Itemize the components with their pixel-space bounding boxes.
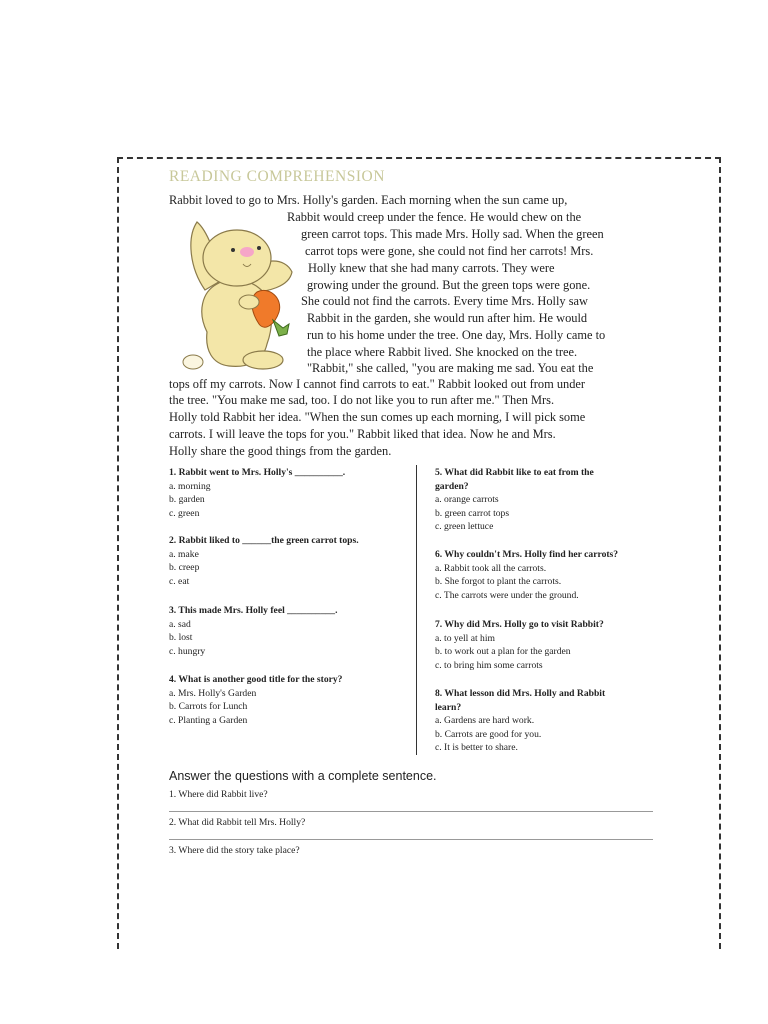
story-line: Holly share the good things from the garden. <box>169 444 392 458</box>
story-line: run to his home under the tree. One day, Mrs. Holly came to <box>307 328 606 342</box>
story-line: "Rabbit," she called, "you are making me sad. You eat the <box>307 361 594 375</box>
worksheet <box>117 157 721 949</box>
answer-line[interactable] <box>169 839 653 840</box>
open-question-2: 2. What did Rabbit tell Mrs. Holly? <box>169 817 306 828</box>
story-line: Holly told Rabbit her idea. "When the sun comes up each morning, I will pick some <box>169 410 586 424</box>
answer-line[interactable] <box>169 811 653 812</box>
story-line: Rabbit in the garden, she would run after him. He would <box>307 311 588 325</box>
story-line: green carrot tops. This made Mrs. Holly sad. When the green <box>301 227 604 241</box>
question-4: 4. What is another good title for the story? a. Mrs. Holly's Garden b. Carrots for Lunch c. Planting a Garden <box>169 674 343 726</box>
story-line: Rabbit would creep under the fence. He would chew on the <box>287 210 582 224</box>
question-5: 5. What did Rabbit like to eat from the garden? a. orange carrots b. green carrot tops c. green lettuce <box>435 467 594 532</box>
open-question-1: 1. Where did Rabbit live? <box>169 789 268 800</box>
question-8: 8. What lesson did Mrs. Holly and Rabbit learn? a. Gardens are hard work. b. Carrots are good for you. c. It is better to share. <box>435 688 606 753</box>
question-1: 1. Rabbit went to Mrs. Holly's __________. a. morning b. garden c. green <box>169 467 346 519</box>
column-divider <box>416 465 417 755</box>
open-question-3: 3. Where did the story take place? <box>169 845 300 856</box>
question-7: 7. Why did Mrs. Holly go to visit Rabbit? a. to yell at him b. to work out a plan for the garden c. to bring him some carrots <box>435 619 604 671</box>
question-3: 3. This made Mrs. Holly feel __________. a. sad b. lost c. hungry <box>169 605 338 657</box>
story-line: tops off my carrots. Now I cannot find carrots to eat." Rabbit looked out from under <box>169 377 586 391</box>
question-6: 6. Why couldn't Mrs. Holly find her carrots? a. Rabbit took all the carrots. b. She forgot to plant the carrots. c. The carrots were under the ground. <box>435 549 619 601</box>
story-line: Holly knew that she had many carrots. They were <box>308 261 555 275</box>
story-line: She could not find the carrots. Every time Mrs. Holly saw <box>301 294 588 308</box>
answer-section-heading: Answer the questions with a complete sentence. <box>169 769 437 783</box>
story-line: Rabbit loved to go to Mrs. Holly's garden. Each morning when the sun came up, <box>169 193 568 207</box>
story-line: growing under the ground. But the green tops were gone. <box>307 278 591 292</box>
story-line: the tree. "You make me sad, too. I do not like you to run after me." Then Mrs. <box>169 393 555 407</box>
story-line: carrot tops were gone, she could not find her carrots! Mrs. <box>305 244 594 258</box>
story-line: the place where Rabbit lived. She knocked on the tree. <box>307 345 578 359</box>
story-line: carrots. I will leave the tops for you." Rabbit liked that idea. Now he and Mrs. <box>169 427 556 441</box>
worksheet-title: READING COMPREHENSION <box>169 168 385 185</box>
question-2: 2. Rabbit liked to ______the green carrot tops. a. make b. creep c. eat <box>169 535 359 587</box>
rabbit-illustration <box>167 212 307 372</box>
